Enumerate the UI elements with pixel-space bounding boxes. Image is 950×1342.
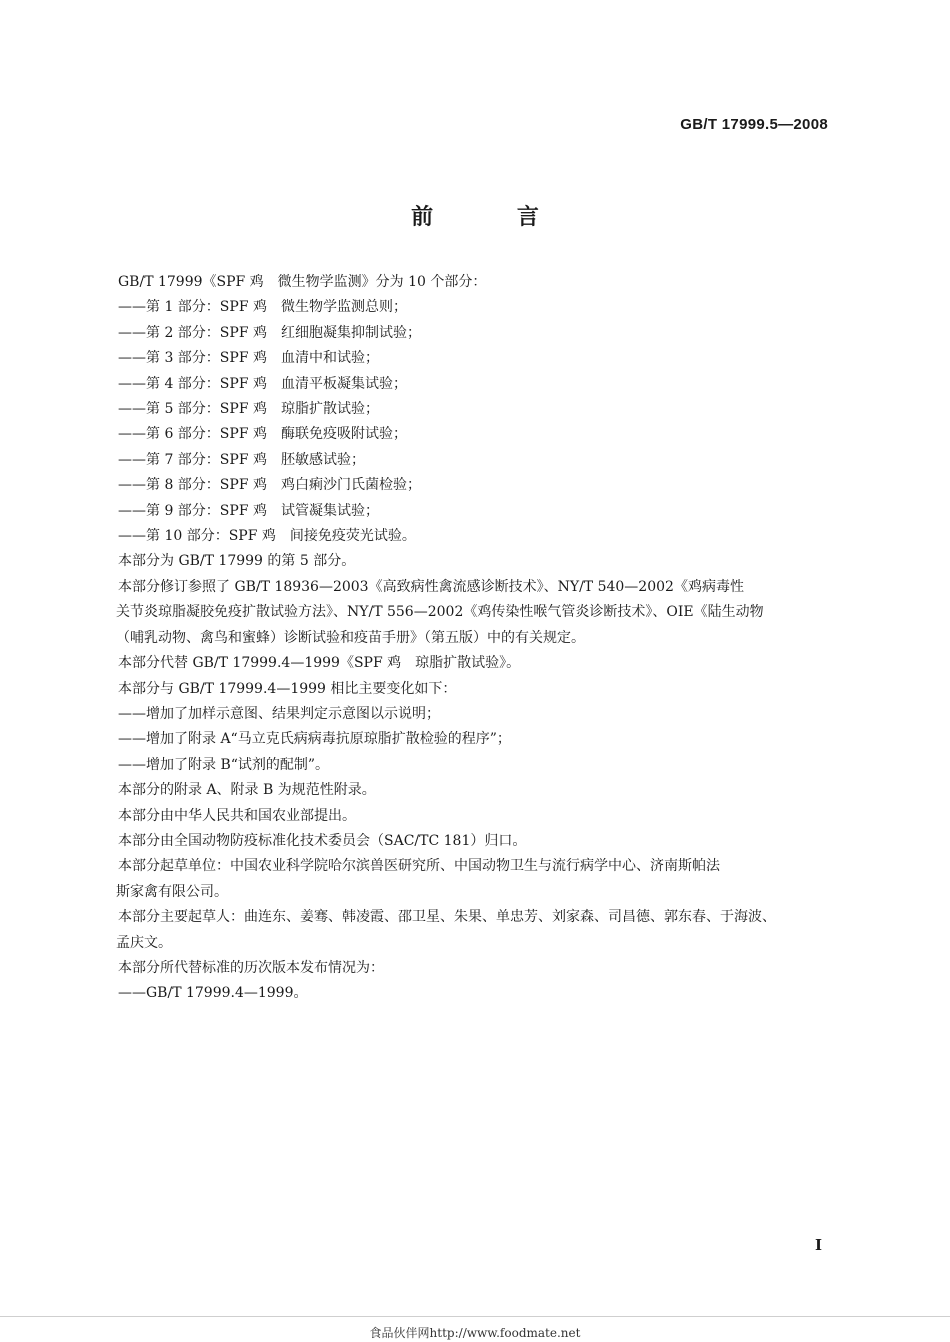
paragraph: 本部分由全国动物防疫标准化技术委员会（SAC/TC 181）归口。 [118,832,527,849]
list-item: ——GB/T 17999.4—1999。 [118,985,308,1002]
list-item: ——第 3 部分：SPF 鸡 血清中和试验； [118,350,379,367]
list-item: ——第 7 部分：SPF 鸡 胚敏感试验； [118,451,365,468]
list-item: ——增加了附录 A“马立克氏病病毒抗原琼脂扩散检验的程序”； [118,731,511,748]
list-item: ——第 1 部分：SPF 鸡 微生物学监测总则； [118,299,407,316]
footer-watermark: 食品伙伴网http://www.foodmate.net [369,1326,581,1340]
page-number: I [814,1236,822,1254]
paragraph: 本部分修订参照了 GB/T 18936—2003《高致病性禽流感诊断技术》、NY/T 540—2002《鸡病毒性 [118,578,744,595]
paragraph: 本部分与 GB/T 17999.4—1999 相比主要变化如下： [118,680,457,697]
paragraph: GB/T 17999《SPF 鸡 微生物学监测》分为 10 个部分： [118,274,487,290]
paragraph-continuation: 关节炎琼脂凝胶免疫扩散试验方法》、NY/T 556—2002《鸡传染性喉气管炎诊断技术》、OIE《陆生动物 [116,604,764,621]
list-item: ——第 2 部分：SPF 鸡 红细胞凝集抑制试验； [118,324,421,341]
paragraph: 本部分起草单位：中国农业科学院哈尔滨兽医研究所、中国动物卫生与流行病学中心、济南斯帕法 [118,858,720,875]
list-item: ——第 5 部分：SPF 鸡 琼脂扩散试验； [118,401,379,418]
list-item: ——第 4 部分：SPF 鸡 血清平板凝集试验； [118,375,407,392]
list-item: ——第 9 部分：SPF 鸡 试管凝集试验； [118,502,379,519]
list-item: ——第 8 部分：SPF 鸡 鸡白痢沙门氏菌检验； [118,477,421,494]
paragraph: 本部分主要起草人：曲连东、姜骞、韩凌霞、邵卫星、朱果、单忠芳、刘家森、司昌德、郭东春、于海波、 [118,909,776,926]
page-title: 前 言 [411,204,577,230]
paragraph: 本部分的附录 A、附录 B 为规范性附录。 [118,782,376,799]
paragraph-continuation: （哺乳动物、禽鸟和蜜蜂）诊断试验和疫苗手册》（第五版）中的有关规定。 [116,629,585,646]
footer-divider [0,1316,950,1317]
paragraph-continuation: 斯家禽有限公司。 [116,883,228,900]
paragraph: 本部分由中华人民共和国农业部提出。 [118,807,356,824]
list-item: ——第 10 部分：SPF 鸡 间接免疫荧光试验。 [118,528,416,545]
list-item: ——增加了附录 B“试剂的配制”。 [118,756,330,773]
paragraph-continuation: 孟庆文。 [116,934,172,951]
paragraph: 本部分为 GB/T 17999 的第 5 部分。 [118,553,356,570]
foreword-body [118,270,830,1007]
paragraph: 本部分代替 GB/T 17999.4—1999《SPF 鸡 琼脂扩散试验》。 [118,655,521,672]
list-item: ——增加了加样示意图、结果判定示意图以示说明； [118,705,440,722]
document-id: GB/T 17999.5—2008 [680,116,828,133]
paragraph: 本部分所代替标准的历次版本发布情况为： [118,959,384,976]
list-item: ——第 6 部分：SPF 鸡 酶联免疫吸附试验； [118,426,407,443]
